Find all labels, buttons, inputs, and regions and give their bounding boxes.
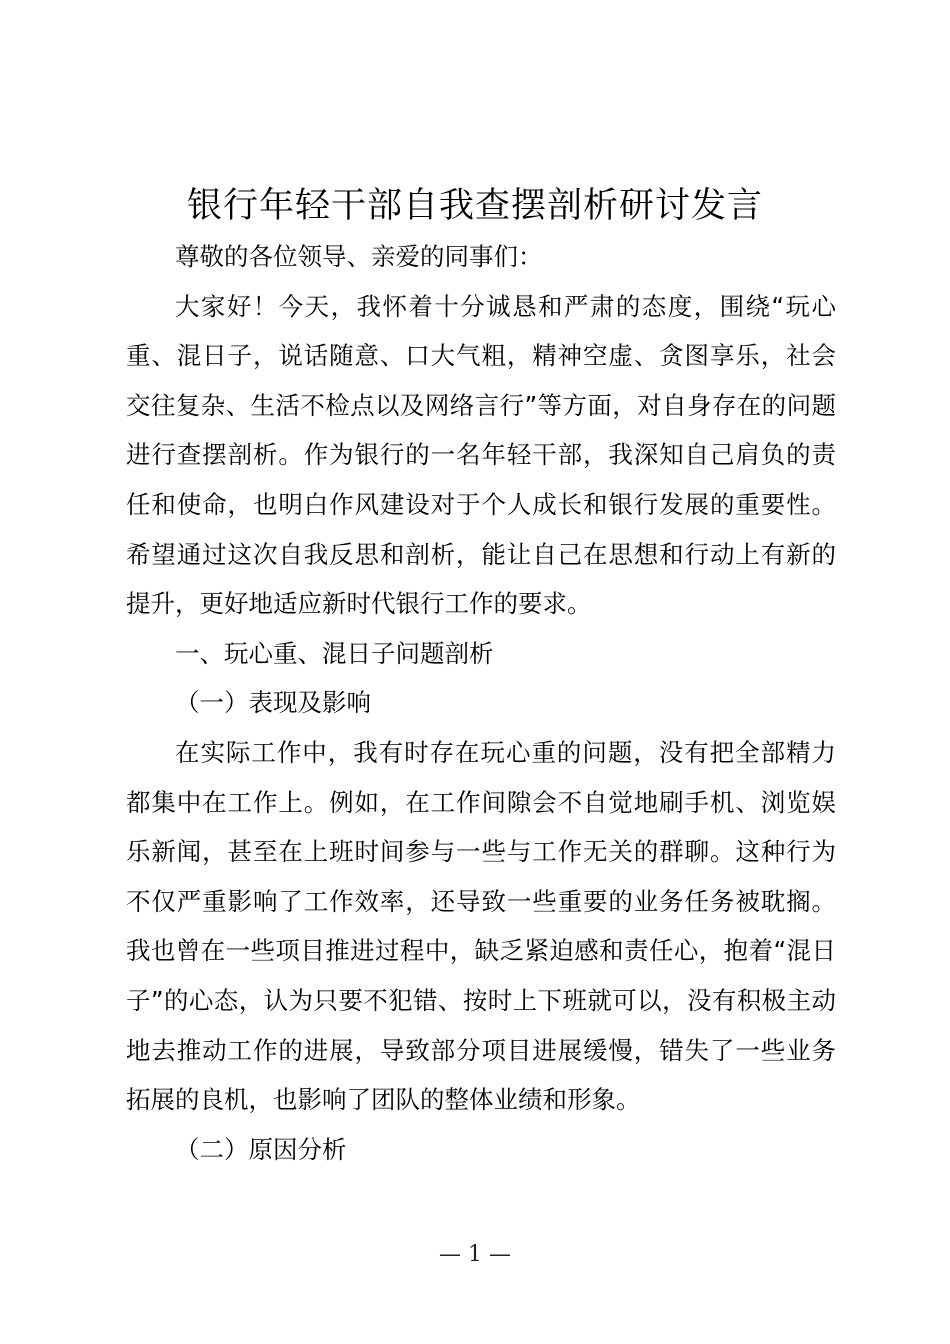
body-paragraph: 在实际工作中，我有时存在玩心重的问题，没有把全部精力都集中在工作上。例如，在工作间隙会不自觉地刷手机、浏览娱乐新闻，甚至在上班时间参与一些与工作无关的群聊。这种行为不仅严重影响了工作效率，还导致一些重要的业务任务被耽搁。我也曾在一些项目推进过程中，缺乏紧迫感和责任心，抱着“混日子”的心态，认为只要不犯错、按时上下班就可以，没有积极主动地去推动工作的进展，导致部分项目进展缓慢，错失了一些业务拓展的良机，也影响了团队的整体业绩和形象。 — [126, 737, 836, 1115]
subsection-heading-1: （一）表现及影响 — [175, 688, 371, 718]
document-body — [126, 232, 836, 1174]
section-heading-1: 一、玩心重、混日子问题剖析 — [175, 638, 494, 668]
page-number: — 1 — — [439, 1242, 511, 1267]
salutation-paragraph: 尊敬的各位领导、亲爱的同事们： — [175, 242, 543, 271]
subsection-heading-2: （二）原因分析 — [175, 1134, 347, 1164]
intro-paragraph: 大家好！今天，我怀着十分诚恳和严肃的态度，围绕“玩心重、混日子，说话随意、口大气粗，精神空虚、贪图享乐，社会交往复杂、生活不检点以及网络言行”等方面，对自身存在的问题进行查摆剖析。作为银行的一名年轻干部，我深知自己肩负的责任和使命，也明白作风建设对于个人成长和银行发展的重要性。希望通过这次自我反思和剖析，能让自己在思想和行动上有新的提升，更好地适应新时代银行工作的要求。 — [126, 291, 836, 619]
document-title: 银行年轻干部自我查摆剖析研讨发言 — [186, 186, 763, 226]
